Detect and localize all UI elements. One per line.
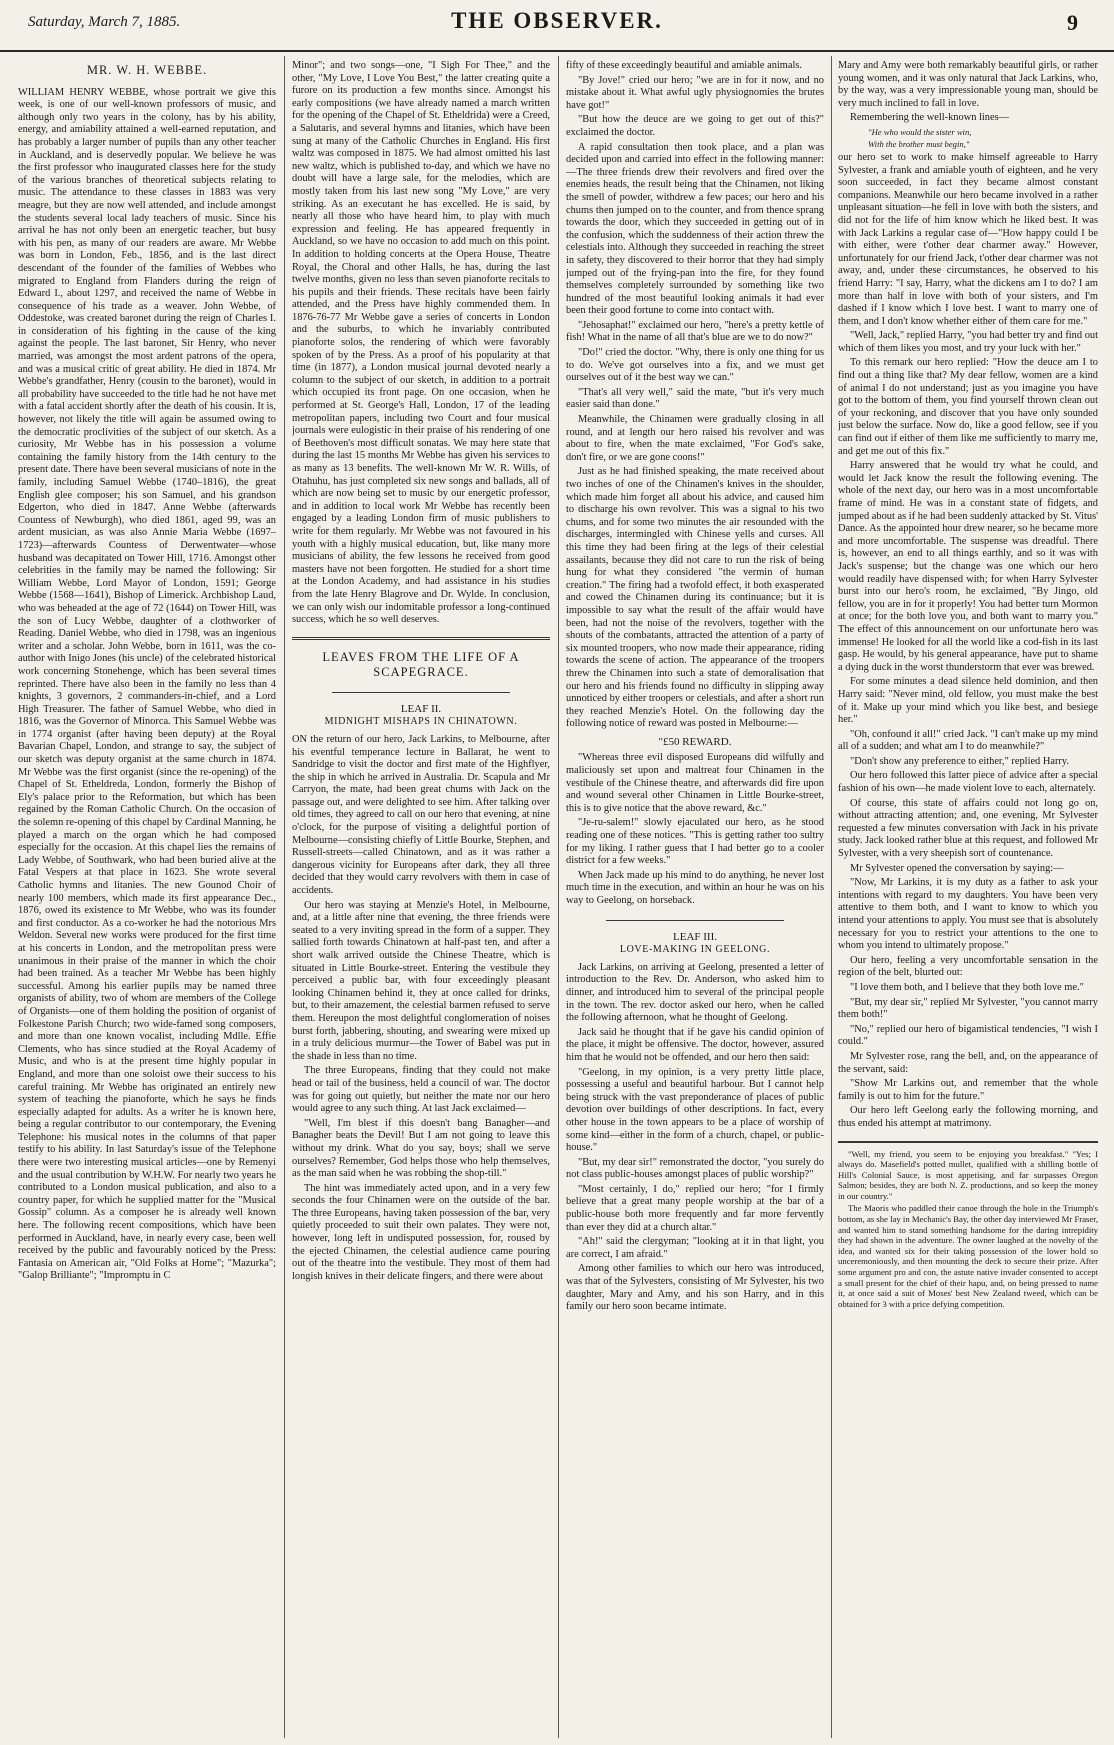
advertisement-snippet [838,1141,1098,1310]
column-rule [831,56,832,1738]
story-paragraph: Our hero, feeling a very uncomfortable sensation in the region of the belt, blurted out: [838,954,1098,979]
story-paragraph: When Jack made up his mind to do anything, he never lost much time in the execution, and within an hour he was on his way to Geelong, on horseback. [566,869,824,906]
story-paragraph: "Je-ru-salem!" slowly ejaculated our hero, as he stood reading one of these notices. "This is getting rather too sultry for my liking. I rather guess that I had better go to a cooler district for a few weeks." [566,817,824,867]
story-paragraph: Mary and Amy were both remarkably beautiful girls, or rather young women, and it was only natural that Jack Larkins, who, by the way, was a very impressionable young man, should be very much inclined to fall in love. [838,60,1098,109]
story-paragraph: "Whereas three evil disposed Europeans did wilfully and maliciously set upon and maltreat four Chinamen in the vestibule of the Chinese theatre, and afterwards did fire upon and wound several other Chinamen in Little Bourke-street, this is to give notice that the above reward, &c." [566,752,824,814]
story-paragraph: Remembering the well-known lines— [850,112,1010,124]
divider [606,920,784,921]
verse-line: With the brother must begin," [868,139,970,150]
story-paragraph: our hero set to work to make himself agreeable to Harry Sylvester, a frank and amiable youth of eighteen, and he very soon succeeded, in fact they became almost constant companions. Meanwhile our hero became involved in a rather unpleasant situation—he fell in love with both the sisters, and did not for the life of him know which he liked best. It was with Jack Larkins a regular case of—"How happy could I be with either, were t'other dear charmer away." However, unfortunately for our friend Jack, t'other dear charmer was not away, and, under these circumstances, he observed to his friend Harry: "I say, Harry, what the dickens am I to do? I am more than half in love with both of your sisters, and I'm dashed if I know which I love best. I want to marry one of them, and I don't know whether either of them care for me." [838,151,1098,327]
story-paragraph: "But, my dear sir," replied Mr Sylvester, "you cannot marry them both!" [838,996,1098,1021]
section-divider [292,637,550,640]
snippet-paragraph: "Well, my friend, you seem to be enjoying you breakfast." "Yes; I always do. Masefield's potted mullet, qualified with a shilling bottle of Hill's Colonial Sauce, is most appetising, and far surpasses Oregon Salmon; besides, they are both N. Z. productions, and so keep the money in our country." [838,1148,1098,1201]
story-paragraph: Our hero left Geelong early the following morning, and thus ended his attempt at matrimony. [838,1105,1098,1129]
story-paragraph: Our hero followed this latter piece of advice after a special fashion of his own—he made violent love to each, alternately. [838,770,1098,795]
story-paragraph: To this remark our hero replied: "How the deuce am I to find out a thing like that? My dear fellow, women are a kind of animal I do not understand; just as you imagine you have got to the bottom of them, you find yourself thrown clean out of your reckoning, and discover that you have only sounded just below the surface. Now do, like a good fellow, see if you can find out if either of them like me sufficiently to marry me, and get me out of this fix." [838,357,1098,457]
story-paragraph: "Do!" cried the doctor. "Why, there is only one thing for us to do. We've got ourselves into a fix, and we must get ourselves out of it the best way we can." [566,347,824,384]
masthead [0,0,1114,52]
story-paragraph: "Well, Jack," replied Harry, "you had better try and find out which of them likes you most, and try your luck with her." [838,330,1098,354]
story-paragraph: "I love them both, and I believe that they both love me." [850,981,1084,993]
issue-date: Saturday, March 7, 1885. [28,14,181,30]
story-paragraph: ON the return of our hero, Jack Larkins, to Melbourne, after his eventful temperance lecture in Ballarat, he went to Sandridge to visit the doctor and first mate of the Highflyer, the ship in which he arrived in Australia. Dr. Scapula and Mr Carryon, the mate, had been great chums with Jack on the passage out, and were delighted to see him. After talking over old times, they agreed to call on our hero that evening, at nine o'clock, for the purpose of visiting a delightful portion of Melbourne—consisting chiefly of Little Bourke, Stephen, and Russell-streets—called Chinatown, and as it was rather a dangerous vicinity for Europeans after dark, they all three decided that they would carry revolvers with them in case of accidents. [292,733,550,897]
column-rule [558,56,559,1738]
story-paragraph: Our hero was staying at Menzie's Hotel, in Melbourne, and, at a little after nine that evening, the three friends were seated to a very inviting spread in the form of a supper. They sallied forth towards Chinatown at half-past ten, and after a short walk arrived outside the Chinese Theatre, which is situated in Little Bourke-street. Entering the vestibule they perceived a public bar, with four exceedingly pleasant looking Chinamen behind it, they at once called for drinks, but, to their amazement, the celestial barmen refused to serve them. Hereupon the most delightful conglomeration of noises burst forth, jabbering, shouting, and swearing were mixed up in a truly delicious murmur—the Tower of Babel was put in the shade in less than no time. [292,899,550,1062]
article-paragraph: WILLIAM HENRY WEBBE, whose portrait we give this week, is one of our well-known professors of music, and although only two years in the colony, has by his ability, energy, and amiability attained a well-earned reputation, and has probably a larger number of pupils than any other teacher in Auckland, and is deservedly popular. We believe he was the first professor who inaugurated classes here for the study of the various branches of theoretical subjects relating to music. The attendance to these classes in 1883 was very meagre, but they are now well attended, and include amongst the students several local lady teachers of music. Since his arrival he has not only been an energetic teacher, but busy with his pen, as many of our readers are aware. Mr Webbe was born in London, Feb., 1856, and is the last direct descendant of the founder of the families of Webbes who migrated to England from Flanders during the reign of Edward I., about 1297, and received the name of Webbe in consequence of his trade as a weaver. John Webbe, of Oddestoke, was created baronet during the reign of Charles I. in consideration of his fighting in the cause of the king against the people. The last baronet, Sir Henry, who never married, was amongst the most ardent patrons of the opera, and was a musical critic of great ability. He died in 1874. Mr Webbe's grandfather, Henry (cousin to the baronet), would in all probability have succeeded to the title had he not have met with a fatal accident shortly after the death of his cousin. It is, however, not likely the title will again be assumed owing to the democratic proclivities of the subject of our sketch. As a curiosity, Mr Webbe has in his possession a volume containing the family history from the 14th century to the present date. There have been several musicians of note in the family, including Samuel Webbe (1740–1816), the great English glee composer; his son Samuel, and his grandson Edgerton, who died in 1847. Anne Webbe (afterwards Countess of Newburgh), who died 1861, aged 99, was an ardent musician, as was also Annie Maria Webbe (1697–1723)—afterwards Countess of Derwentwater—whose husband was decapitated on Tower Hill, 1716. Amongst other celebrities in the family may be named the following: Sir William Webbe, Lord Mayor of London, 1591; George Webbe (1568—1641), Bishop of Limerick. Archbishop Laud, who was beheaded at the age of 72 (1644) on Tower Hill, was the son of Lucy Webbe, daughter of a clothworker of Reading. Daniel Webbe, who died in 1798, was an ingenious writer and a scholar. John Webbe, born in 1611, was the co-author with Inigo Jones (his uncle) of the celebrated historical work concerning Stonehenge, which has been several times reprinted. There have also been in the family no less than 4 knights, 3 governors, 2 commanders-in-chief, and a Lord High Treasurer. The father of Samuel Webbe, who died in 1816, was the Governor of Minorca. This Samuel Webbe was in 1774 organist (after having been deputy) at the Royal Bavarian Chapel, London, and strange to say, the subject of our sketch was deputy organist at the same church in 1874. Mr Webbe was the first organist (since the re-opening) of the Chapel of St. Etheldreda, London, formerly the Bishop of Ely's palace prior to the Reformation, but which has been regained by the Roman Catholic Church. On the occasion of the solemn re-opening of this chapel by Cardinal Manning, he played a march on the organ which he had composed especially for the occasion. At this chapel lies the remains of Lady Webbe, of Southwark, who had been buried alive at the Fatal Vespers at that place in 1623. She wrote several Catholic hymns and litanies. The new Gounod Choir of nearly 100 members, which made its first appearance Dec., 1876, owed its existence to Mr Webbe, who was its founder and first conductor. As a co-worker he had the notorious Mrs Weldon. Several new works were produced for the first time at his concerts in London, and the metropolitan press were unanimous in their praise of the manner in which the choir had been trained. As a teacher Mr Webbe has been highly successful. Among his earlier pupils may be named three organists of ability, two of whom are members of the College of Organists—one of them holding the position of organist of Folkestone Parish Church; two wide-famed song composers, and more than one known vocalist, including Mdlle. Effie Clements, who has since studied at the Royal Academy of Music, and who is at the present time highly popular in England, and more than one soloist owe their success to his careful training. Mr Webbe has originated an entirely new system of teaching the pianoforte, which he says he finds especially adapted for adults. As a writer he is known here, being a regular contributor to our contemporary, the Evening Telephone: his musical notes in the columns of that paper testify to his ability. In last Saturday's issue of the Telephone there were two interesting musical articles—one by Remenyi and the usual contribution by W.H.W. For nearly two years he contributed to a London musical publication, and also to a country paper, for which he supplied matter for the "Musical Gossip" column. As a composer he is already well known here. The following recent compositions, which have been performed in Auckland, have, in nearly every case, been well received by the public and favourably noticed by the Press: Fantasia on American air, "Old Folks at Home"; "Mazurka"; "Galop Brilliante"; "Impromptu in C [18,86,276,1282]
story-paragraph: Jack Larkins, on arriving at Geelong, presented a letter of introduction to the Rev. Dr. Anderson, who asked him to dinner, and introduced him to several of the principal people in the town. The rev. doctor asked our hero, when he called the following afternoon, what he thought of Geelong. [566,961,824,1024]
story-paragraph: "But, my dear sir!" remonstrated the doctor, "you surely do not class public-houses amongst places of public worship?" [566,1156,824,1181]
column-4 [838,60,1098,1738]
story-paragraph: "Geelong, in my opinion, is a very pretty little place, possessing a useful and beautiful harbour. But I cannot help being struck with the vast preponderance of places of public devotion over buildings of other descriptions. In fact, every other house in the town appears to be a place of worship of some kind—either in the form of a church, chapel, or public-house." [566,1066,824,1154]
leaf-2-title: LEAF II. [400,702,442,715]
verse-line: "He who would the sister win, [868,126,972,137]
story-paragraph: "Show Mr Larkins out, and remember that the whole family is out to him for the future." [838,1078,1098,1102]
story-paragraph: "Well, I'm blest if this doesn't bang Banagher—and Banagher beats the Devil! But I am not going to leave this without my drink. What do you say, boys; shall we serve ourselves? Remember, God helps those who help themselves, as the man said when he was robbing the shop-till." [292,1117,550,1180]
story-paragraph: For some minutes a dead silence held dominion, and then Harry said: "Never mind, old fellow, you must make the best of it. Make up your mind which you like best, and besiege her." [838,676,1098,726]
reward-heading: "£50 REWARD. [658,735,732,748]
story-paragraph: "By Jove!" cried our hero; "we are in for it now, and no mistake about it. What awful ugly physiognomies the brutes have got!" [566,74,824,111]
story-paragraph: The three Europeans, finding that they could not make head or tail of the business, held a council of war. The doctor was for going out quietly, but neither the mate nor our hero would agree to any such thing. At last Jack exclaimed— [292,1065,550,1115]
column-2 [292,60,550,1738]
story-paragraph: "But how the deuce are we going to get out of this?" exclaimed the doctor. [566,114,824,138]
story-paragraph: "Oh, confound it all!" cried Jack. "I can't make up my mind all of a sudden; and what am I to do meanwhile?" [838,728,1098,753]
article-paragraph: Minor"; and two songs—one, "I Sigh For Thee," and the other, "My Love, I Love You Best," the latter creating quite a furore on its production a few months since. Amongst his early compositions (we have already named a march written for the opening of the Chapel of St. Etheldrida) were a Creed, a Salutaris, and several hymns and litanies, which have been sung at many of the Catholic Churches in England. His first waltz was composed in 1875. We had almost omitted his last new waltz, which is published to-day, and which we have no doubt will have a large sale, for the melodies, which are mostly taken from his last new song "My Love," are very striking. As an executant he has excelled. He is said, by nearly all those who have heard him, to play with much expression and feeling. He has appeared frequently in Auckland, so we have no occasion to add much on this point. In addition to holding concerts at the Opera House, Theatre Royal, the Choral and other Halls, he has, during the last twelve months, given no less than seven pianoforte recitals to his pupils and their friends. These recitals have been fairly attended, and the Press have highly commended them. In 1876-76-77 Mr Webbe gave a series of concerts in London and the suburbs, to which he invariably contributed pianoforte solos, the rendering of which were favorably spoken of by the Press. As a proof of his popularity at that time (in 1877), a London musical journal devoted nearly a column to the subject of our sketch, in addition to a portrait which occupied its front page. On one occasion, when he performed at St. George's Hall, London, 17 of the leading metropolitan papers, including two Court and four musical journals were eulogistic in their praise of his rendering of one of Beethoven's most difficult sonatas. We may here state that during the last 15 months Mr Webbe has given his services to as many as 13 benefits. The well-known Mr W. R. Wills, of Otahuhu, has just completed six new songs and ballads, all of which are now being set to music by our energetic professor, and in addition to local work Mr Webbe has recently been engaged by a leading London firm of music publishers to write for them regularly. Mr Webbe was not favoured in his youth with a highly musical education, but, like many more musicians of ability, the few lessons he received from good masters have not been forgotten. He studied for a short time at the London Academy, and had assistance in his studies from the late Henry Blagrove and Dr. Wylde. In conclusion, we can only wish our indomitable professor a long-continued success, which he so well deserves. [292,60,550,626]
article-title: MR. W. H. WEBBE. [86,63,208,77]
leaf-3-subtitle: LOVE-MAKING IN GEELONG. [619,944,771,956]
story-paragraph: "That's all very well," said the mate, "but it's very much easier said than done." [566,386,824,411]
newspaper-title: THE OBSERVER. [451,8,663,33]
story-paragraph: "Most certainly, I do," replied our hero; "for I firmly believe that a great many people worship at the bar of a public-house both more frequently and far more fervently than ever they did at a church altar." [566,1183,824,1233]
story-paragraph: "Jehosaphat!" exclaimed our hero, "here's a pretty kettle of fish! What in the name of all that's blue are we to do now?" [566,319,824,344]
series-title: LEAVES FROM THE LIFE OF A SCAPEGRACE. [322,649,520,679]
story-paragraph: Mr Sylvester rose, rang the bell, and, on the appearance of the servant, said: [838,1050,1098,1075]
story-paragraph: "Now, Mr Larkins, it is my duty as a father to ask your intentions with regard to my daughters. You have been very attentive to them both, and I want to know to which you intend your attentions to apply. You must see that is absolutely necessary for you to restrict your attentions to the one to whom you intend to ultimately propose." [838,877,1098,952]
story-paragraph: "No," replied our hero of bigamistical tendencies, "I wish I could." [838,1023,1098,1048]
story-paragraph: "Ah!" said the clergyman; "looking at it in that light, you are correct, I am afraid." [566,1236,824,1260]
story-paragraph: Just as he had finished speaking, the mate received about two inches of one of the Chinamen's knives in the shoulder, which made him forget all about his advice, and caused him to discharge his own revolver. This was a signal to his two chums, and for some two minutes the air resounded with the discharges, intermingled with Chinese yells and curses. All this time they had been firing at the legs of their celestial assailants, because they did not care to run the risk of being hung for what they considered "the vermin of human creation." The firing had a twofold effect, it both exasperated and cowed the Chinamen during its continuance; but it is impossible to say what the result of the affair would have been, had not the noise of the revolvers, together with the shouts of the combatants, attracted the attention of a party of six mounted troopers, who now made their appearance, riding towards the scene of action. The appearance of the troopers threw the Chinamen into such a state of demoralisation that our hero and his friends found no difficulty in slipping away unnoticed by either troopers or celestials, and after a short run they reached Menzie's Hotel. On the following day the following notice of reward was posted in Melbourne:— [566,466,824,730]
divider [332,692,510,693]
story-paragraph: A rapid consultation then took place, and a plan was decided upon and carried into effect in the following manner:—The three friends drew their revolvers and fired over the enemies heads, the result being that the Chinamen, not liking the smell of powder, withdrew a few paces; our hero and his chums then jumped on to the counter, and from thence sprang towards the door, which they succeeded in getting out of in the confusion, which the suddenness of their action threw the celestials into. Although they succeeded in reaching the street in safety, they discovered to their horror that they had simply jumped out of the frying-pan into the fire, for they found themselves completely surrounded by something like two hundred of the most beautiful looking animals it had ever been their good fortune to come into contact with. [566,141,824,317]
snippet-paragraph: The Maoris who paddled their canoe through the hole in the Triumph's bottom, as she lay in Mechanic's Bay, the other day interviewed Mr Fraser, and wanted him to stand something handsome for the daring intrepidity they had shown in the adventure. The owner laughed at the novelty of the idea, and wanted six for their taking possession of the lower hold so unceremoniously, and then mounting the deck to secure their prize. After some argument pro and con, the astute native invader consented to accept a small present for the chief of their hapu, and, on being pressed to name it, at once said a suit of Moses' best New Zealand tweed, which can be obtained for 3 with a price defying competition. [838,1203,1098,1309]
story-paragraph: Among other families to which our hero was introduced, was that of the Sylvesters, consisting of Mr Sylvester, his two daughter, Mary and Amy, and his son Harry, and in this family our hero soon became intimate. [566,1263,824,1313]
story-paragraph: Jack said he thought that if he gave his candid opinion of the place, it might be offensive. The doctor, however, assured him that he would not be offended, and our hero then said: [566,1026,824,1063]
leaf-3-title: LEAF III. [673,930,717,943]
story-paragraph: Of course, this state of affairs could not long go on, without attracting attention; and, one evening, Mr Sylvester requested a few minutes conversation with Jack in his private study. Jack looked rather blue at this request, and followed Mr Sylvester, with a very sheepish sort of countenance. [838,797,1098,860]
story-paragraph: Meanwhile, the Chinamen were gradually closing in all round, and at length our hero raised his revolver and was about to fire, when the mate exclaimed, "For God's sake, don't fire, or we are gone coons!" [566,414,824,463]
story-paragraph: fifty of these exceedingly beautiful and amiable animals. [566,60,803,71]
leaf-2-subtitle: MIDNIGHT MISHAPS IN CHINATOWN. [324,716,518,728]
story-paragraph: Mr Sylvester opened the conversation by saying:— [850,862,1064,874]
column-rule [284,56,285,1738]
story-paragraph: The hint was immediately acted upon, and in a very few seconds the four Chinamen were on the outside of the bar. The three Europeans, having taken possession of the bar, very quietly proceeded to suit their own palates. They were not, however, long left in undisputed possession, for, roused by the ejected Chinamen, the celestial audience came pouring out of the theatre into the vestibule. They most of them had longish knives in their delicate fingers, and there were about [292,1182,550,1282]
page-number: 9 [1067,10,1078,35]
column-3 [566,60,824,1738]
column-1 [18,60,276,1738]
story-paragraph: "Don't show any preference to either," replied Harry. [850,755,1070,767]
story-paragraph: Harry answered that he would try what he could, and would let Jack know the result the following evening. The whole of the next day, our hero was in a most uncomfortable frame of mind. He was in a constant state of fidgets, and jumped about as if he had been suddenly attacked by St. Vitus' Dance. As the appointed hour drew nearer, so he became more and more uncomfortable. The suspense was dreadful. There is, however, an end to all things earthly, and so it was with Jack's suspense; but the change was one which our hero would readily have dispensed with; for when Harry Sylvester burst into our hero's room, he exclaimed, "By Jingo, old fellow, you are in for it properly! You had better turn Mormon at once; for the both love you, and both want to marry you." The effect of this announcement on our unfortunate hero was immense! He looked for all the world like a cod-fish in its last gasp. He would, by his general appearance, have put to shame a dying duck in the worst thunderstorm that ever was brewed. [838,460,1098,673]
